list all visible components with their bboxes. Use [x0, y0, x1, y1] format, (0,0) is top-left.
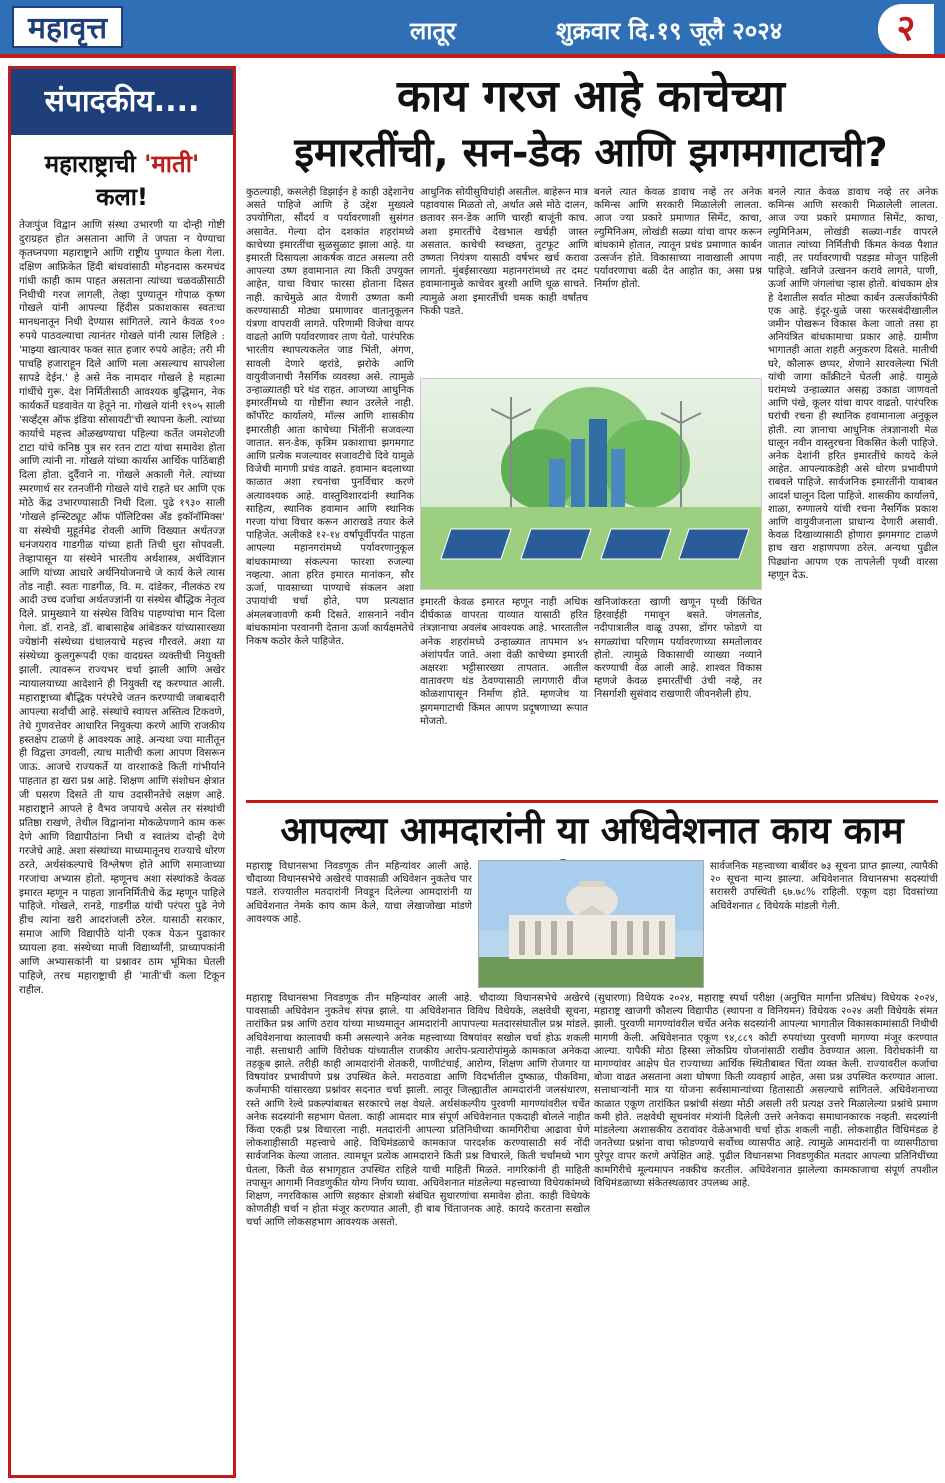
- editorial-body: तेजःपुंज विद्वान आणि संस्था उभारणी या दोन्ही गोष्टी दुराग्रहत होत असताना आणि ते जपता न येण्याचा कृतघ्नपणा महाराष्ट्राने आणि राष्ट्रीय पुण्यात केला गेला. दक्षिण आफ्रिकेत हिंदी बांधवांसाठी मोहनदास करमचंद गांधी काही काम पाहत असताना त्यांच्या चळवळीसाठी निधीची गरज लागली, तेव्हा पुण्यातून गोपाळ कृष्ण गोखले यांनी आपल्या हिंदीस प्रकाशकास स्वतःचा मानधनातून निधी देण्यास सांगितले. त्याने केवळ १०० रुपये पाठवल्याचा त्यानंतर गोखले यांनी त्यास लिहिले : 'माझ्या खात्यावर फक्त सात हजार रुपये आहेत; तरी मी पाचहि हजाराहून दिले आणि मला असल्याच सापशेला सापडे देईन.' हे असे नेक नामदार गोखले हे महात्मा गांधींचे गुरू. देश निर्मितीसाठी आवश्यक बुद्धिमान, नेक कार्यकर्ते घडवावेत या हेतूने ना. गोखले यांनी १९०५ साली 'सर्व्हंट्स ऑफ इंडिया सोसायटी'ची स्थापना केली. त्यांच्या कार्याचे महत्त्व ओळखण्याचा पहिल्या कर्तेत जमशेटजी टाटा यांचे कनिष्ठ पुत्र सर रतन टाटा यांचा समावेश होता आणि त्यांनी ना. गोखले यांच्या कार्यास आर्थिक पाठिंबाही दिला होता. दुर्दैवाने ना. गोखले अकाली गेले. त्यांच्या स्मरणार्थ सर रतनजींनी गोखले यांचे राहते घर आणि एक मोठे केंद्र उभारण्यासाठी निधी दिला. पुढे १९३० साली 'गोखले इन्स्टिट्यूट ऑफ पॉलिटिक्स अँड इकॉनॉमिक्स' या संस्थेची मुहूर्तमेढ रोवली आणि विख्यात अर्थतज्ज्ञ धनंजयराव गाडगीळ यांच्या हाती तिची धुरा सोपवली. तेव्हापासून या संस्थेने भारतीय अर्थशास्त्र, अर्थविज्ञान आणि यांच्या आधारे अर्थनियोजनाचे जे कार्य केले त्यास तोड नाही. स्वतः गाडगीळ, वि. म. दांडेकर, नीलकंठ रथ आदी उच्च दर्जाचा अर्थतज्ज्ञांनी या संस्थेस बौद्धिक नेतृत्व दिले. प्रामुख्याने या संस्थेस विविध पाहण्यांचा मान दिला गेला. डॉ. रानडे, डॉ. बाबासाहेब आंबेडकर यांच्यासारख्या ज्येष्ठांनी संस्थेच्या ग्रंथालयाचे महत्त्व गौरवले. अशा या संस्थेच्या कुलगुरूपदी एका वादग्रस्त व्यक्तीची नियुक्ती झाली. त्यावरून राज्यभर चर्चा झाली आणि अखेर न्यायालयाच्या आदेशाने ही नियुक्ती रद्द करण्यात आली. महाराष्ट्राच्या बौद्धिक परंपरेचे जतन करण्याची जबाबदारी आपल्या सर्वांची आहे. संस्थांचे स्वायत्त अस्तित्व टिकवणे, तेथे गुणवत्तेवर आधारित नियुक्त्या करणे आणि राजकीय हस्तक्षेप टाळणे हे आवश्यक आहे. अन्यथा ज्या मातीतून ही विद्वत्ता उगवली, त्याच मातीची कला आपण विसरून जाऊ. आजचे राज्यकर्ते या वारशाकडे किती गांभीर्याने पाहतात हा खरा प्रश्न आहे. शिक्षण आणि संशोधन क्षेत्रात जी घसरण दिसते ती याच उदासीनतेचे लक्षण आहे. महाराष्ट्राने आपले हे वैभव जपायचे असेल तर संस्थांची प्रतिष्ठा राखणे, तेथील विद्वानांना मोकळेपणाने काम करू देणे आणि विद्यापीठांना निधी व स्वातंत्र्य दोन्ही देणे गरजेचे आहे. अशा संस्थांच्या माध्यमातूनच राज्याचे धोरण ठरते, अर्थसंकल्पाचे विश्लेषण होते आणि समाजाच्या गरजांचा अभ्यास होतो. म्हणूनच अशा संस्थांकडे केवळ इमारत म्हणून न पाहता ज्ञाननिर्मितीचे केंद्र म्हणून पाहिले पाहिजे. गोखले, रानडे, गाडगीळ यांची परंपरा पुढे नेणे हीच त्यांना खरी आदरांजली ठरेल. यासाठी सरकार, समाज आणि विद्यापीठे यांनी एकत्र येऊन पुढाकार घ्यायला हवा. संस्थेच्या माजी विद्यार्थ्यांनी, प्राध्यापकांनी आणि अभ्यासकांनी या प्रश्नावर ठाम भूमिका घेतली पाहिजे, तरच महाराष्ट्राची ही 'माती'ची कला टिकून राहील.: [19, 220, 225, 996]
- editorial-title-part1: महाराष्ट्राची: [44, 150, 145, 178]
- green-city-illustration: [420, 378, 762, 590]
- newspaper-name: महावृत्त: [12, 6, 123, 48]
- editorial-label: संपादकीय....: [11, 69, 233, 135]
- article1-column-2b: इमारती केवळ इमारत म्हणून नाही अधिक दीर्घकाळ वापरता याव्यात यासाठी हरित तंत्रज्ञानाचा अवलंब आवश्यक आहे. भारतातील अनेक शहरांमध्ये उन्हाळ्यात तापमान ४५ अंशांपर्यंत जाते. अशा वेळी काचेच्या इमारती अक्षरशः भट्टीसारख्या तापतात. आतील वातावरण थंड ठेवण्यासाठी लागणारी वीज कोळशापासून निर्माण होते. म्हणजेच या झगमगाटाची किंमत आपण प्रदूषणाच्या रूपात मोजतो.: [420, 597, 588, 727]
- article1-column-4: बनले त्यात केवळ डावाच नव्हे तर अनेक कमिन्स आणि सरकारी मिळालेली लालता. आज ज्या प्रकारे प्रमाणात सिमेंट, काचा, ल्युमिनिअम, लोखंडी सळ्या-गर्डर वापरले जातात त्यांच्या निर्मितीची किंमत केवळ पैशात नाही, तर पर्यावरणाची पडझड मोजून पाहिली पाहिजे. खनिजे उत्खनन करावे लागते, पाणी, ऊर्जा आणि जंगलांचा ऱ्हास होतो. बांधकाम क्षेत्र हे देशातील सर्वात मोठ्या कार्बन उत्सर्जकांपैकी एक आहे. इंदूर-धुळे जसा फरसबंदीखालील जमीन पोखरून विकास केला जातो तसा हा अनियंत्रित बांधकामाचा प्रकार आहे. ग्रामीण भागातही आता शहरी अनुकरण दिसते. मातीची घरे, कौलारू छप्पर, शेणाने सारवलेल्या भिंती यांची जागा काँक्रीटने घेतली आहे. यामुळे घरांमध्ये उन्हाळ्यात असह्य उकाडा जाणवतो आणि पंखे, कूलर यांचा वापर वाढतो. पारंपरिक घरांची रचना ही स्थानिक हवामानाला अनुकूल होती. त्या ज्ञानाचा आधुनिक तंत्रज्ञानाशी मेळ घालून नवीन वास्तुरचना विकसित केली पाहिजे. अनेक देशांनी हरित इमारतींचे कायदे केले आहेत. आपल्याकडेही असे धोरण प्रभावीपणे राबवले पाहिजे. सार्वजनिक इमारतींनी याबाबत आदर्श घालून दिला पाहिजे. शासकीय कार्यालये, शाळा, रुग्णालये यांची रचना नैसर्गिक प्रकाश आणि वायुवीजनाला प्राधान्य देणारी असावी. केवळ दिखाव्यासाठी होणारा झगमगाट टाळणे हाच खरा शहाणपणा ठरेल. अन्यथा पुढील पिढ्यांना आपण एक तापलेली पृथ्वी वारसा म्हणून देऊ.: [768, 187, 938, 581]
- article1-column-2: आधुनिक सोयीसुविधांही असतील. बाहेरून मात्र पहावयास मिळतो तो, अर्थात असे मोठे दालन, छतावर सन-डेक आणि चारही बाजूंनी काच. अशा इमारतींचे देखभाल खर्चही जास्त असतात. काचेची स्वच्छता, तुटफूट आणि उष्णता नियंत्रण यासाठी वर्षभर खर्च करावा लागतो. मुंबईसारख्या महानगरांमध्ये तर दमट हवामानामुळे काचेवर बुरशी आणि धूळ साचते. त्यामुळे अशा इमारतींची चमक काही वर्षांतच फिकी पडते.: [420, 187, 588, 317]
- article2-headline: आपल्या आमदारांनी या अधिवेशनात काय काम: [280, 809, 904, 852]
- vidhan-bhavan-photo-svg: [479, 861, 704, 988]
- edition-city: लातूर: [410, 17, 456, 45]
- article2-column-1: महाराष्ट्र विधानसभा निवडणूक तीन महिन्यांवर आली आहे. चौदाव्या विधानसभेचे अखेरचे पावसाळी अधिवेशन नुकतेच पार पडले. राज्यातील मतदारांनी निवडून दिलेल्या आमदारांनी या अधिवेशनात नेमके काय काम केले, याचा लेखाजोखा मांडणे आवश्यक आहे.: [246, 861, 472, 925]
- editorial-title-quoted: 'माती': [144, 150, 200, 178]
- article1-column-1: कुठल्याही, कसलेही डिझाईन हे काही उद्देशानेच असते पाहिजे आणि हे उद्देश मुख्यत्वे उपयोगिता, सौंदर्य व पर्यावरणाशी सुसंगत असावेत. गेल्या दोन दशकांत शहरांमध्ये काचेच्या इमारतींचा सुळसुळाट झाला आहे. या इमारती दिसायला आकर्षक वाटत असल्या तरी आपल्या उष्ण हवामानात त्या किती उपयुक्त आहेत, याचा विचार फारसा होताना दिसत नाही. काचेमुळे आत येणारी उष्णता कमी करण्यासाठी मोठ्या प्रमाणावर वातानुकूलन यंत्रणा वापरावी लागते. परिणामी विजेचा वापर वाढतो आणि पर्यावरणावर ताण येतो. पारंपरिक भारतीय स्थापत्यकलेत जाड भिंती, अंगण, सावली देणारे व्हरांडे, झरोके आणि वायुवीजनाची नैसर्गिक व्यवस्था असे. त्यामुळे उन्हाळ्यातही घरे थंड राहत. आजच्या आधुनिक इमारतींमध्ये या गोष्टींना स्थान उरलेले नाही. कॉर्पोरेट कार्यालये, मॉल्स आणि शासकीय इमारतीही आता काचेच्या भिंतींनी सजवल्या जातात. सन-डेक, कृत्रिम प्रकाशाचा झगमगाट आणि प्रत्येक मजल्यावर सजावटीचे दिवे यामुळे विजेची मागणी प्रचंड वाढते. हवामान बदलाच्या काळात अशा रचनांचा पुनर्विचार करणे अत्यावश्यक आहे. वास्तुविशारदांनी स्थानिक साहित्य, स्थानिक हवामान आणि स्थानिक गरजा यांचा विचार करून आराखडे तयार केले पाहिजेत. अलीकडे १२-१४ वर्षांपूर्वीपर्यंत पाहता आपल्या महानगरांमध्ये पर्यावरणानुकूल बांधकामाच्या संकल्पना फारशा रुजल्या नव्हत्या. आता हरित इमारत मानांकन, सौर ऊर्जा, पावसाच्या पाण्याचे संकलन अशा उपायांची चर्चा होते, पण प्रत्यक्षात अंमलबजावणी कमी दिसते. शासनाने नवीन बांधकामांना परवानगी देताना ऊर्जा कार्यक्षमतेचे निकष कठोर केले पाहिजेत.: [246, 187, 414, 647]
- masthead: [0, 0, 945, 58]
- green-city-illustration-svg: [421, 379, 762, 590]
- editorial-title-part2: कला!: [96, 183, 148, 211]
- article1-headline-line2: इमारतींची, सन-डेक आणि झगमगाटाची?: [294, 130, 888, 176]
- article1-column-3b: खनिजांकरता खाणी खणून पृथ्वी किंचित हिरवाईही गमावून बसते. जंगलतोड, नदीपात्रातील वाळू उपसा, डोंगर फोडणे या सगळ्यांचा परिणाम पर्यावरणाच्या समतोलावर होतो. त्यामुळे विकासाची व्याख्या नव्याने करण्याची वेळ आली आहे. शाश्वत विकास म्हणजे केवळ इमारतींची उंची नव्हे, तर निसर्गाशी सुसंवाद राखणारी जीवनशैली होय.: [594, 597, 762, 701]
- vidhan-bhavan-photo: [478, 860, 704, 988]
- page-number: २: [878, 4, 934, 54]
- article2-column-2: सार्वजनिक महत्त्वाच्या बाबींवर ७३ सूचना प्राप्त झाल्या, त्यापैकी २० सूचना मान्य झाल्या. अधिवेशनात विधानसभा सदस्यांची सरासरी उपस्थिती ६७.७८% राहिली. एकूण दहा दिवसांच्या अधिवेशनात ८ विधेयके मांडली गेली.: [710, 861, 938, 912]
- editorial-column: [8, 66, 236, 1478]
- section-divider: [246, 800, 938, 803]
- article2-column-3: महाराष्ट्र विधानसभा निवडणूक तीन महिन्यांवर आली आहे. चौदाव्या विधानसभेचे अखेरचे पावसाळी अधिवेशन नुकतेच संपन्न झाले. या अधिवेशनात विविध विधेयके, लक्षवेधी सूचना, तारांकित प्रश्न आणि ठराव यांच्या माध्यमातून आमदारांनी आपापल्या मतदारसंघातील प्रश्न मांडले. अधिवेशनाचा कालावधी कमी असल्याने अनेक महत्त्वाच्या विषयांवर सखोल चर्चा होऊ शकली नाही. सत्ताधारी आणि विरोधक यांच्यातील राजकीय आरोप-प्रत्यारोपांमुळे कामकाज अनेकदा तहकूब झाले. तरीही काही आमदारांनी शेतकरी, पाणीटंचाई, आरोग्य, शिक्षण आणि रोजगार या विषयांवर प्रभावीपणे प्रश्न उपस्थित केले. मराठवाडा आणि विदर्भातील दुष्काळ, पीकविमा, कर्जमाफी यांसारख्या प्रश्नांवर सदनात चर्चा झाली. लातूर जिल्ह्यातील आमदारांनी जलसंधारण, रस्ते आणि रेल्वे प्रकल्पांबाबत सरकारचे लक्ष वेधले. अर्थसंकल्पीय पुरवणी मागण्यांवरील चर्चेत अनेक सदस्यांनी सहभाग घेतला. काही आमदार मात्र संपूर्ण अधिवेशनात एकदाही बोलले नाहीत किंवा एकही प्रश्न विचारला नाही. मतदारांनी आपल्या प्रतिनिधीच्या कामगिरीचा आढावा घेणे लोकशाहीसाठी महत्त्वाचे आहे. विधिमंडळाचे कामकाज पारदर्शक करण्यासाठी सर्व नोंदी सार्वजनिक केल्या जातात. त्यामधून प्रत्येक आमदाराने किती प्रश्न विचारले, किती चर्चांमध्ये भाग घेतला, किती वेळ सभागृहात उपस्थित राहिले याची माहिती मिळते. नागरिकांनी ही माहिती तपासून आगामी निवडणुकीत योग्य निर्णय घ्यावा. अधिवेशनात मांडलेल्या महत्त्वाच्या विधेयकांमध्ये शिक्षण, नगरविकास आणि सहकार क्षेत्राशी संबंधित सुधारणांचा समावेश होता. काही विधेयके कोणतीही चर्चा न होता मंजूर करण्यात आली, ही बाब चिंताजनक आहे. कायदे करताना सखोल चर्चा आणि लोकसहभाग आवश्यक असतो.: [246, 993, 590, 1229]
- editorial-title: [19, 147, 225, 213]
- article1-headline: [246, 70, 936, 180]
- article2-column-4: (सुधारणा) विधेयक २०२४, महाराष्ट्र स्पर्धा परीक्षा (अनुचित मार्गांना प्रतिबंध) विधेयक २०२४, महाराष्ट्र खाजगी कौशल्य विद्यापीठ (स्थापना व विनियमन) विधेयक २०२४ अशी विधेयके संमत झाली. पुरवणी मागण्यांवरील चर्चेत अनेक सदस्यांनी आपल्या भागातील विकासकामांसाठी निधीची मागणी केली. अधिवेशनात एकूण ९४,८८९ कोटी रुपयांच्या पुरवणी मागण्या मंजूर करण्यात आल्या. यापैकी मोठा हिस्सा लोकप्रिय योजनांसाठी राखीव ठेवण्यात आला. विरोधकांनी या मागण्यांवर आक्षेप घेत राज्याच्या आर्थिक स्थितीबाबत चिंता व्यक्त केली. राज्यावरील कर्जाचा बोजा वाढत असताना अशा घोषणा किती व्यवहार्य आहेत, असा प्रश्न उपस्थित करण्यात आला. सत्ताधाऱ्यांनी मात्र या योजना सर्वसामान्यांच्या हितासाठी असल्याचे सांगितले. अधिवेशनाच्या काळात एकूण तारांकित प्रश्नांची संख्या मोठी असली तरी प्रत्यक्ष उत्तरे मिळालेल्या प्रश्नांचे प्रमाण कमी होते. लक्षवेधी सूचनांवर मंत्र्यांनी दिलेली उत्तरे अनेकदा समाधानकारक नव्हती. सदस्यांनी मांडलेल्या अशासकीय ठरावांवर वेळेअभावी चर्चा होऊ शकली नाही. लोकशाहीत विधिमंडळ हे जनतेच्या प्रश्नांना वाचा फोडण्याचे सर्वोच्च व्यासपीठ आहे. त्यामुळे आमदारांनी या व्यासपीठाचा पुरेपूर वापर करणे अपेक्षित आहे. पुढील विधानसभा निवडणुकीत मतदार आपल्या प्रतिनिधींच्या कामगिरीचे मूल्यमापन नक्कीच करतील. अधिवेशनात झालेल्या कामकाजाचा संपूर्ण तपशील विधिमंडळाच्या संकेतस्थळावर उपलब्ध आहे.: [594, 993, 938, 1189]
- issue-date: शुक्रवार दि.१९ जूलै २०२४: [556, 17, 783, 45]
- article1-column-3: बनले त्यात केवळ डावाच नव्हे तर अनेक कमिन्स आणि सरकारी मिळालेली लालता. आज ज्या प्रकारे प्रमाणात सिमेंट, काचा, ल्युमिनिअम, लोखंडी सळ्या यांचा वापर करून बांधकामे होतात, त्यातून प्रचंड प्रमाणात कार्बन उत्सर्जन होते. विकासाच्या नावाखाली आपण पर्यावरणाचा बळी देत आहोत का, असा प्रश्न निर्माण होतो.: [594, 187, 762, 291]
- article1-headline-line1: काय गरज आहे काचेच्या: [397, 71, 785, 122]
